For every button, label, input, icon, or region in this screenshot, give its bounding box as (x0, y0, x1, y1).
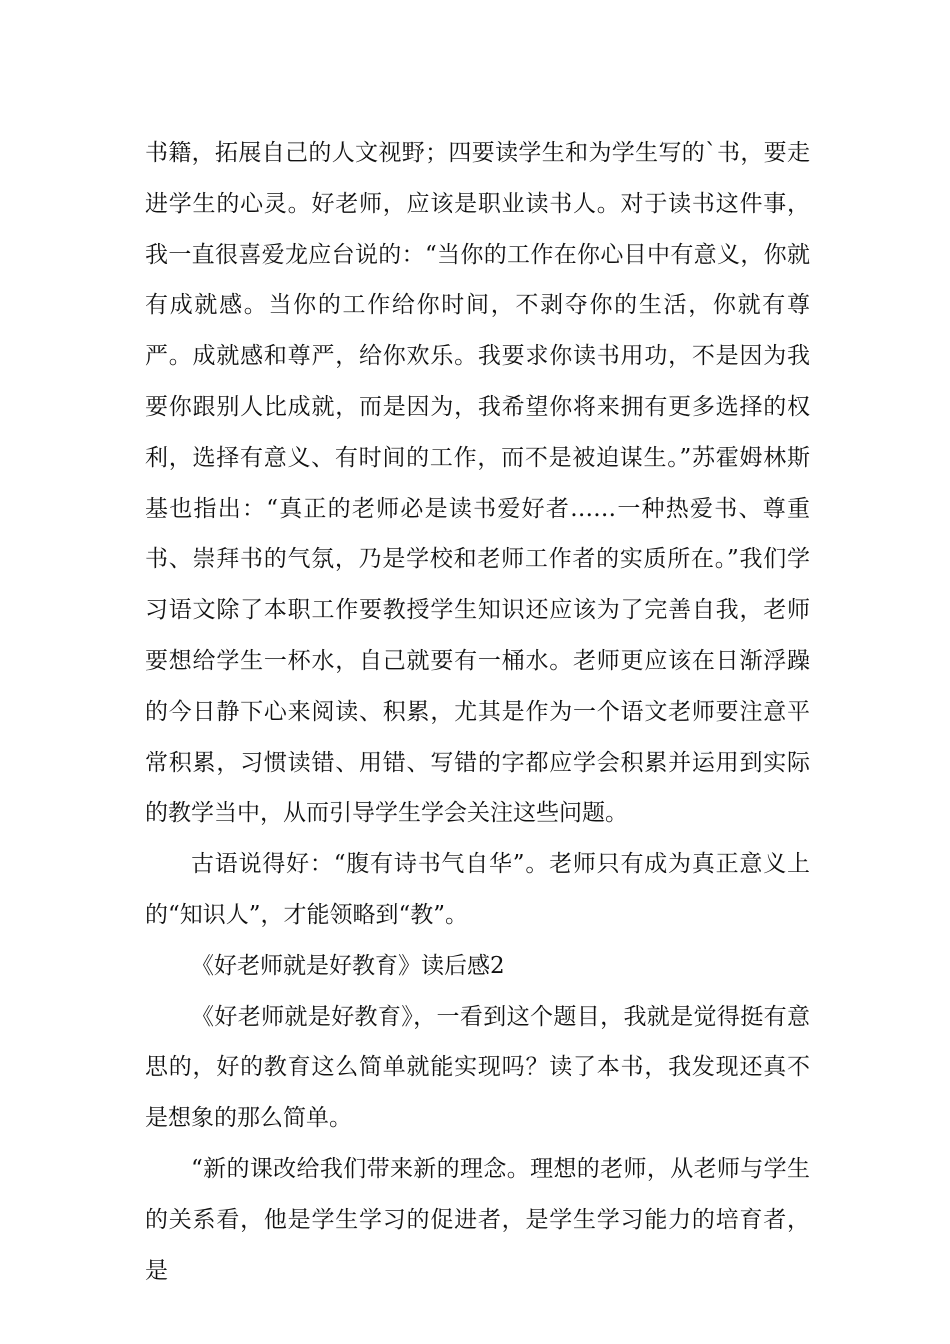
paragraph-ancient-saying: 古语说得好：“腹有诗书气自华”。老师只有成为真正意义上的“知识人”，才能领略到“教”。 (145, 851, 810, 928)
paragraph-curriculum-reform: “新的课改给我们带来新的理念。理想的老师，从老师与学生的关系看，他是学生学习的促进者，是学生学习能力的培育者，是 (145, 1155, 810, 1284)
section-heading: 《好老师就是好教育》读后感2 (191, 952, 505, 979)
document-body (145, 128, 810, 1296)
paragraph-reading-importance: 书籍，拓展自己的人文视野；四要读学生和为学生写的`书，要走进学生的心灵。好老师，应该是职业读书人。对于读书这件事，我一直很喜爱龙应台说的：“当你的工作在你心目中有意义，你就有成就感。当你的工作给你时间，不剥夺你的生活，你就有尊严。成就感和尊严，给你欢乐。我要求你读书用功，不是因为我要你跟别人比成就，而是因为，我希望你将来拥有更多选择的权利，选择有意义、有时间的工作，而不是被迫谋生。”苏霍姆林斯基也指出：“真正的老师必是读书爱好者……一种热爱书、尊重书、崇拜书的气氛，乃是学校和老师工作者的实质所在。”我们学习语文除了本职工作要教授学生知识还应该为了完善自我，老师要想给学生一杯水，自己就要有一桶水。老师更应该在日渐浮躁的今日静下心来阅读、积累，尤其是作为一个语文老师要注意平常积累，习惯读错、用错、写错的字都应学会积累并运用到实际的教学当中，从而引导学生学会关注这些问题。 (145, 140, 810, 827)
paragraph-book-title-reflection: 《好老师就是好教育》，一看到这个题目，我就是觉得挺有意思的，好的教育这么简单就能实现吗？读了本书，我发现还真不是想象的那么简单。 (145, 1003, 810, 1132)
